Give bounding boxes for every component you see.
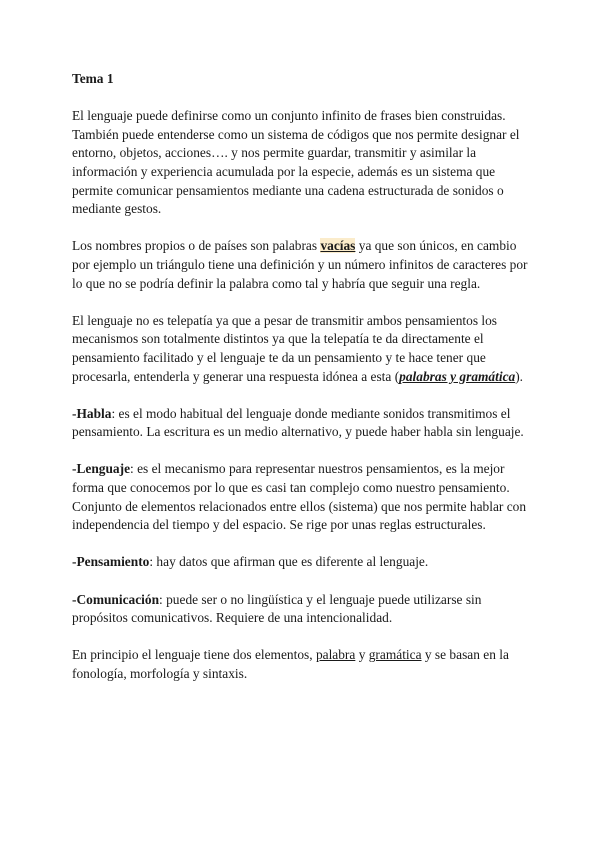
term-comunicacion: -Comunicación <box>72 591 160 607</box>
paragraph-text: y se basan en la fonología, morfología y sintaxis. <box>72 647 509 681</box>
paragraph-elements <box>72 646 528 683</box>
highlighted-word: vacías <box>320 238 356 254</box>
definition-text: : es el mecanismo para representar nuestros pensamientos, es la mejor forma que conocemos por lo que es casi tan complejo como nuestro pensamiento. Conjunto de elementos relacionados entre ellos (sistema) que nos permite hablar con independencia del tiempo y del espacio. Se rige por unas reglas estructurales. <box>72 461 527 533</box>
term-habla: -Habla <box>72 405 112 421</box>
paragraph-telepathy <box>72 312 528 386</box>
paragraph-text: Los nombres propios o de países son palabras <box>72 238 321 254</box>
emphasized-phrase: palabras y gramática <box>399 368 516 384</box>
paragraph-text: ). <box>515 368 524 384</box>
definition-comunicacion <box>72 591 528 628</box>
paragraph-text: y <box>355 647 369 663</box>
underlined-word-palabra: palabra <box>315 647 356 663</box>
definition-pensamiento <box>72 553 528 572</box>
paragraph-text: El lenguaje no es telepatía ya que a pesar de transmitir ambos pensamientos los mecanismos son totalmente distintos ya que la telepatía te da directamente el pensamiento facilitado y el lenguaje te da un pensamiento y te hace tener que procesarla, entenderla y generar una respuesta idónea a esta ( <box>72 312 498 384</box>
underlined-word-gramatica: gramática <box>368 647 422 663</box>
definition-habla <box>72 405 528 442</box>
term-lenguaje: -Lenguaje <box>72 461 131 477</box>
paragraph-proper-names <box>72 237 528 293</box>
document-title: Tema 1 <box>72 71 114 86</box>
paragraph-text: En principio el lenguaje tiene dos elementos, <box>72 647 316 663</box>
definition-text: : es el modo habitual del lenguaje donde mediante sonidos transmitimos el pensamiento. La escritura es un medio alternativo, y puede haber habla sin lenguaje. <box>72 405 524 440</box>
paragraph-definition: El lenguaje puede definirse como un conjunto infinito de frases bien construidas. También puede entenderse como un sistema de códigos que nos permite designar el entorno, objetos, acciones…. y nos permite guardar, transmitir y asimilar la información y experiencia acumulada por la especie, además es un sistema que permite comunicar pensamientos mediante una cadena estructurada de sonidos o mediante gestos. <box>72 108 520 217</box>
term-pensamiento: -Pensamiento <box>72 554 150 570</box>
definition-text: : puede ser o no lingüística y el lenguaje puede utilizarse sin propósitos comunicativos. Requiere de una intencionalidad. <box>72 591 482 626</box>
definition-lenguaje <box>72 460 528 534</box>
definition-text: : hay datos que afirman que es diferente al lenguaje. <box>149 554 429 570</box>
paragraph-text: ya que son únicos, en cambio por ejemplo un triángulo tiene una definición y un número infinitos de caracteres por lo que no se podría definir la palabra como tal y habría que seguir una regla. <box>72 238 528 291</box>
